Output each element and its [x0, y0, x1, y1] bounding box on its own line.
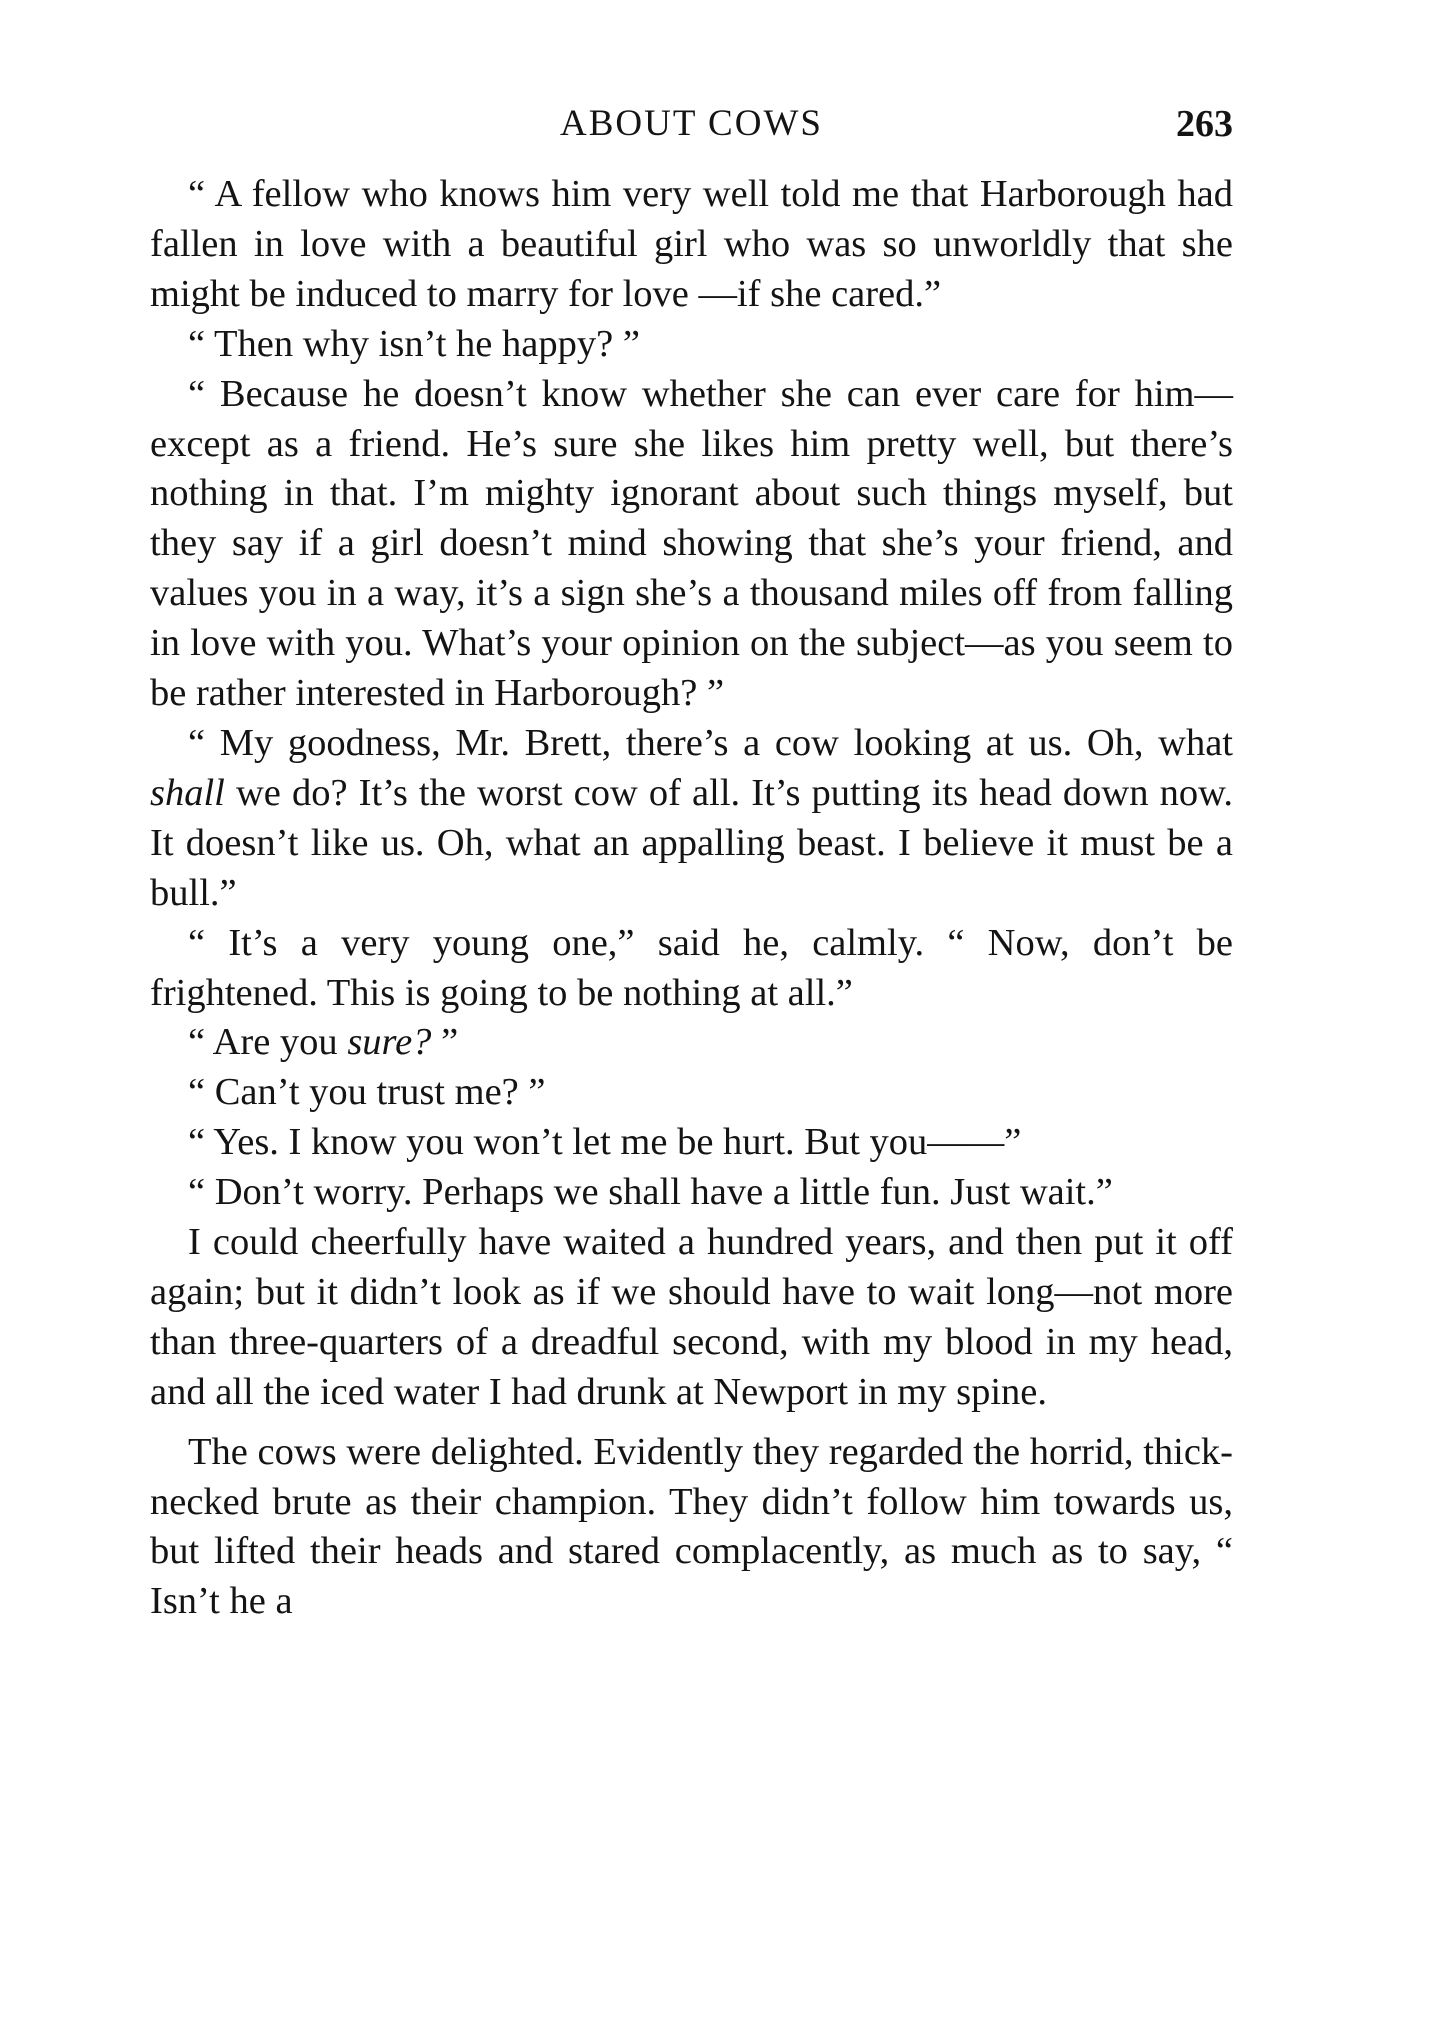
paragraph	[150, 719, 1233, 919]
page-header	[150, 102, 1233, 152]
paragraph-text: “ Can’t you trust me? ”	[188, 1071, 546, 1114]
paragraph	[150, 1118, 1233, 1168]
paragraph-text: “ My goodness, Mr. Brett, there’s a cow looking at us. Oh, what	[188, 721, 1233, 764]
paragraph	[150, 919, 1233, 1019]
page-number: 263	[1176, 103, 1233, 145]
paragraph	[150, 1018, 1233, 1068]
paragraph-text: ”	[431, 1021, 459, 1064]
paragraph-text: “ It’s a very young one,” said he, calmly. “ Now, don’t be frightened. This is going to be nothing at all.”	[150, 921, 1233, 1014]
paragraph	[150, 170, 1233, 320]
paragraph-text: “ Because he doesn’t know whether she can ever care for him—except as a friend. He’s sure she likes him pretty well, but there’s nothing in that. I’m mighty ignorant about such things myself, but they say if a girl doesn’t mind showing that she’s your friend, and values you in a way, it’s a sign she’s a thousand miles off from falling in love with you. What’s your opinion on the subject—as you seem to be rather interested in Harborough? ”	[150, 372, 1233, 715]
paragraph	[150, 1218, 1233, 1418]
paragraph	[150, 1168, 1233, 1218]
paragraph-text: “ A fellow who knows him very well told me that Harborough had fallen in love with a beautiful girl who was so unworldly that she might be induced to marry for love —if she cared.”	[150, 173, 1233, 315]
italic-emphasis: sure?	[347, 1021, 432, 1064]
italic-emphasis: shall	[150, 771, 225, 814]
paragraph-text: “ Are you	[188, 1021, 348, 1064]
paragraph-text: “ Then why isn’t he happy? ”	[188, 322, 640, 365]
running-head: ABOUT COWS	[560, 103, 823, 144]
paragraph-text: “ Don’t worry. Perhaps we shall have a little fun. Just wait.”	[188, 1171, 1113, 1214]
paragraph	[150, 1068, 1233, 1118]
paragraph-text: The cows were delighted. Evidently they regarded the horrid, thick-necked brute as their champion. They didn’t follow him towards us, but lifted their heads and stared complacently, as much as to say, “ Isn’t he a	[150, 1430, 1233, 1623]
paragraph	[150, 370, 1233, 719]
paragraph	[150, 1428, 1233, 1628]
paragraph-text: we do? It’s the worst cow of all. It’s putting its head down now. It doesn’t like us. Oh, what an appalling beast. I believe it must be a bull.”	[150, 771, 1233, 914]
paragraph-text: I could cheerfully have waited a hundred years, and then put it off again; but it didn’t look as if we should have to wait long—not more than three-quarters of a dreadful second, with my blood in my head, and all the iced water I had drunk at Newport in my spine.	[150, 1221, 1233, 1413]
paragraph	[150, 320, 1233, 370]
paragraph-text: “ Yes. I know you won’t let me be hurt. But you——”	[188, 1121, 1022, 1164]
body-text	[150, 170, 1233, 1627]
